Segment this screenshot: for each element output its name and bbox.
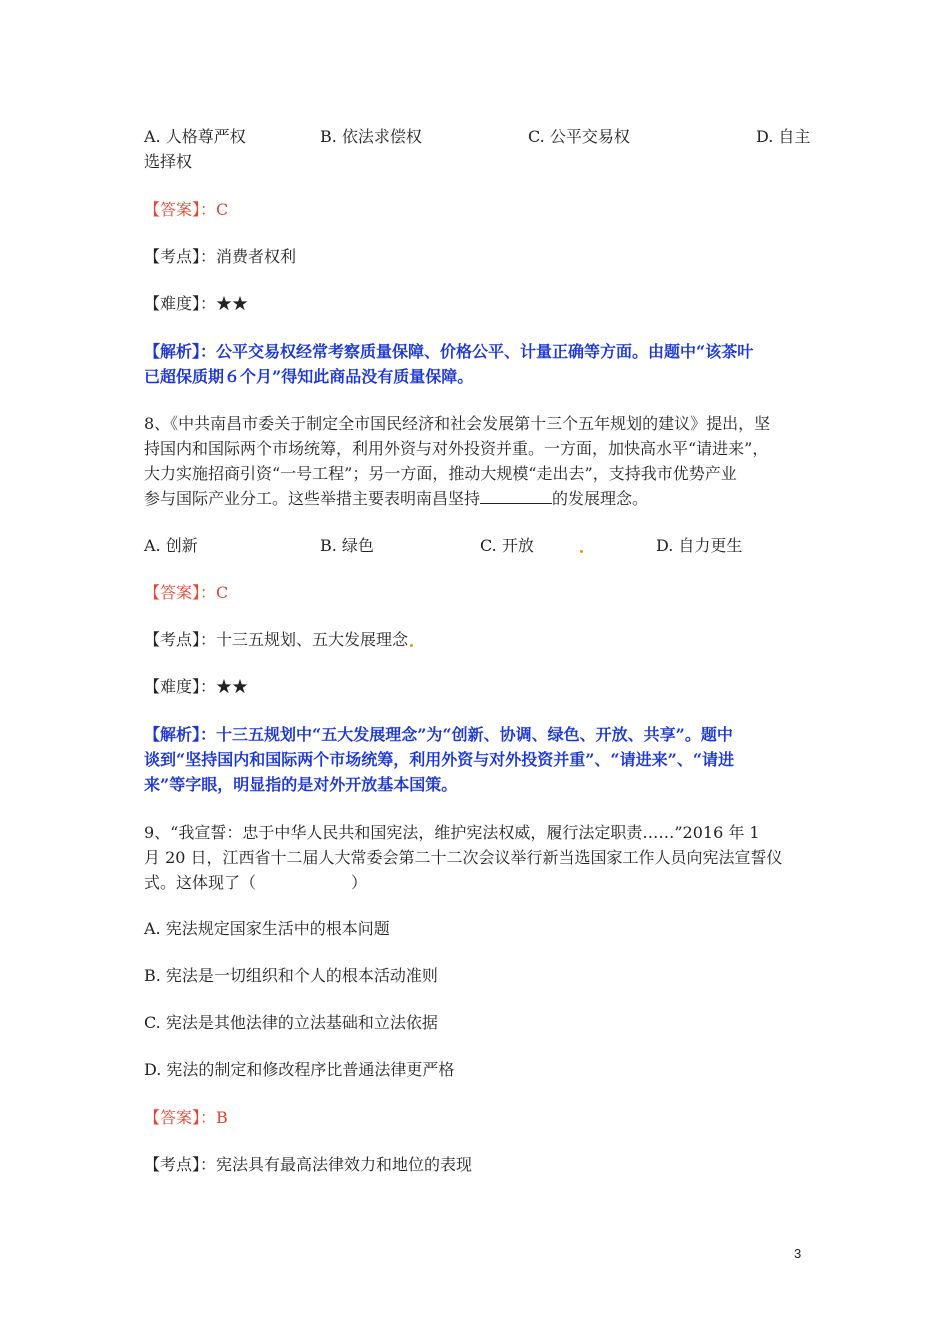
answer-label: 【答案】： (144, 583, 217, 602)
nandu-label: 【难度】： (144, 294, 217, 313)
stray-dot (580, 550, 583, 553)
kaodian-label: 【考点】： (144, 630, 217, 649)
star-rating: ★★ (216, 294, 249, 313)
kaodian-label: 【考点】： (144, 1155, 217, 1174)
q8-jiexi-line3: 来”等字眼，明显指的是对外开放基本国策。 (144, 775, 458, 794)
answer-blank (480, 486, 552, 504)
q8-stem-line2: 持国内和国际两个市场统筹，利用外资与对外投资并重。一方面，加快高水平“请进来”， (144, 439, 769, 458)
q8-option-a: A. 创新 (144, 536, 198, 555)
q7-option-c: C. 公平交易权 (528, 127, 630, 146)
star-rating: ★★ (216, 677, 249, 696)
q9-stem-line1: 9、“我宣誓：忠于中华人民共和国宪法，维护宪法权威，履行法定职责……”2016 年 1 (144, 823, 760, 842)
q8-kaodian (144, 627, 809, 652)
q8-jiexi (144, 722, 809, 747)
q7-nandu (144, 291, 809, 316)
q8-option-c: C. 开放 (480, 536, 534, 555)
q9-option-b: B. 宪法是一切组织和个人的根本活动准则 (144, 966, 438, 985)
q9-stem-line2: 月 20 日，江西省十二届人大常委会第二十二次会议举行新当选国家工作人员向宪法宣誓仪 (144, 848, 783, 867)
jiexi-label: 【解析】： (144, 342, 217, 361)
q7-option-b: B. 依法求偿权 (320, 127, 422, 146)
kaodian-value: 宪法具有最高法律效力和地位的表现 (216, 1155, 473, 1174)
answer-label: 【答案】： (144, 200, 217, 219)
kaodian-label: 【考点】： (144, 247, 217, 266)
kaodian-value: 消费者权利 (216, 247, 297, 266)
q7-jiexi (144, 339, 809, 364)
answer-value: C (216, 200, 229, 219)
q7-answer (144, 197, 809, 222)
q8-stem-line3: 大力实施招商引资“一号工程”；另一方面，推动大规模“走出去”，支持我市优势产业 (144, 464, 737, 483)
jiexi-text: 十三五规划中“五大发展理念”为“创新、协调、绿色、开放、共享”。题中 (216, 725, 733, 744)
q9-option-c: C. 宪法是其他法律的立法基础和立法依据 (144, 1013, 438, 1032)
q7-jiexi-line2: 已超保质期６个月”得知此商品没有质量保障。 (144, 367, 474, 386)
q8-nandu (144, 674, 809, 699)
q9-option-d: D. 宪法的制定和修改程序比普通法律更严格 (144, 1060, 455, 1079)
q8-option-b: B. 绿色 (320, 536, 374, 555)
q8-answer (144, 580, 809, 605)
page-number: 3 (794, 1246, 802, 1261)
q7-option-a: A. 人格尊严权 (144, 127, 246, 146)
q8-stem-line1: 8、《中共南昌市委关于制定全市国民经济和社会发展第十三个五年规划的建议》提出，坚 (144, 414, 771, 433)
q8-option-d: D. 自力更生 (656, 536, 743, 555)
q9-kaodian (144, 1152, 809, 1177)
answer-value: C (216, 583, 229, 602)
jiexi-label: 【解析】： (144, 725, 217, 744)
nandu-label: 【难度】： (144, 677, 217, 696)
q7-option-d-wrap: 选择权 (144, 152, 193, 171)
q9-option-a: A. 宪法规定国家生活中的根本问题 (144, 919, 390, 938)
q9-stem-line3: 式。这体现了（ ） (144, 873, 368, 892)
q7-option-d: D. 自主 (756, 127, 811, 146)
q8-stem-line4: 参与国际产业分工。这些举措主要表明南昌坚持 的发展理念。 (144, 486, 809, 511)
answer-label: 【答案】： (144, 1108, 217, 1127)
q9-answer (144, 1105, 809, 1130)
answer-value: B (216, 1108, 228, 1127)
q7-kaodian (144, 244, 809, 269)
q8-jiexi-line2: 谈到“坚持国内和国际两个市场统筹，利用外资与对外投资并重”、“请进来”、“请进 (144, 750, 735, 769)
kaodian-value: 十三五规划、五大发展理念 (216, 630, 409, 649)
stray-dot (410, 644, 413, 647)
jiexi-text: 公平交易权经常考察质量保障、价格公平、计量正确等方面。由题中“该茶叶 (216, 342, 754, 361)
